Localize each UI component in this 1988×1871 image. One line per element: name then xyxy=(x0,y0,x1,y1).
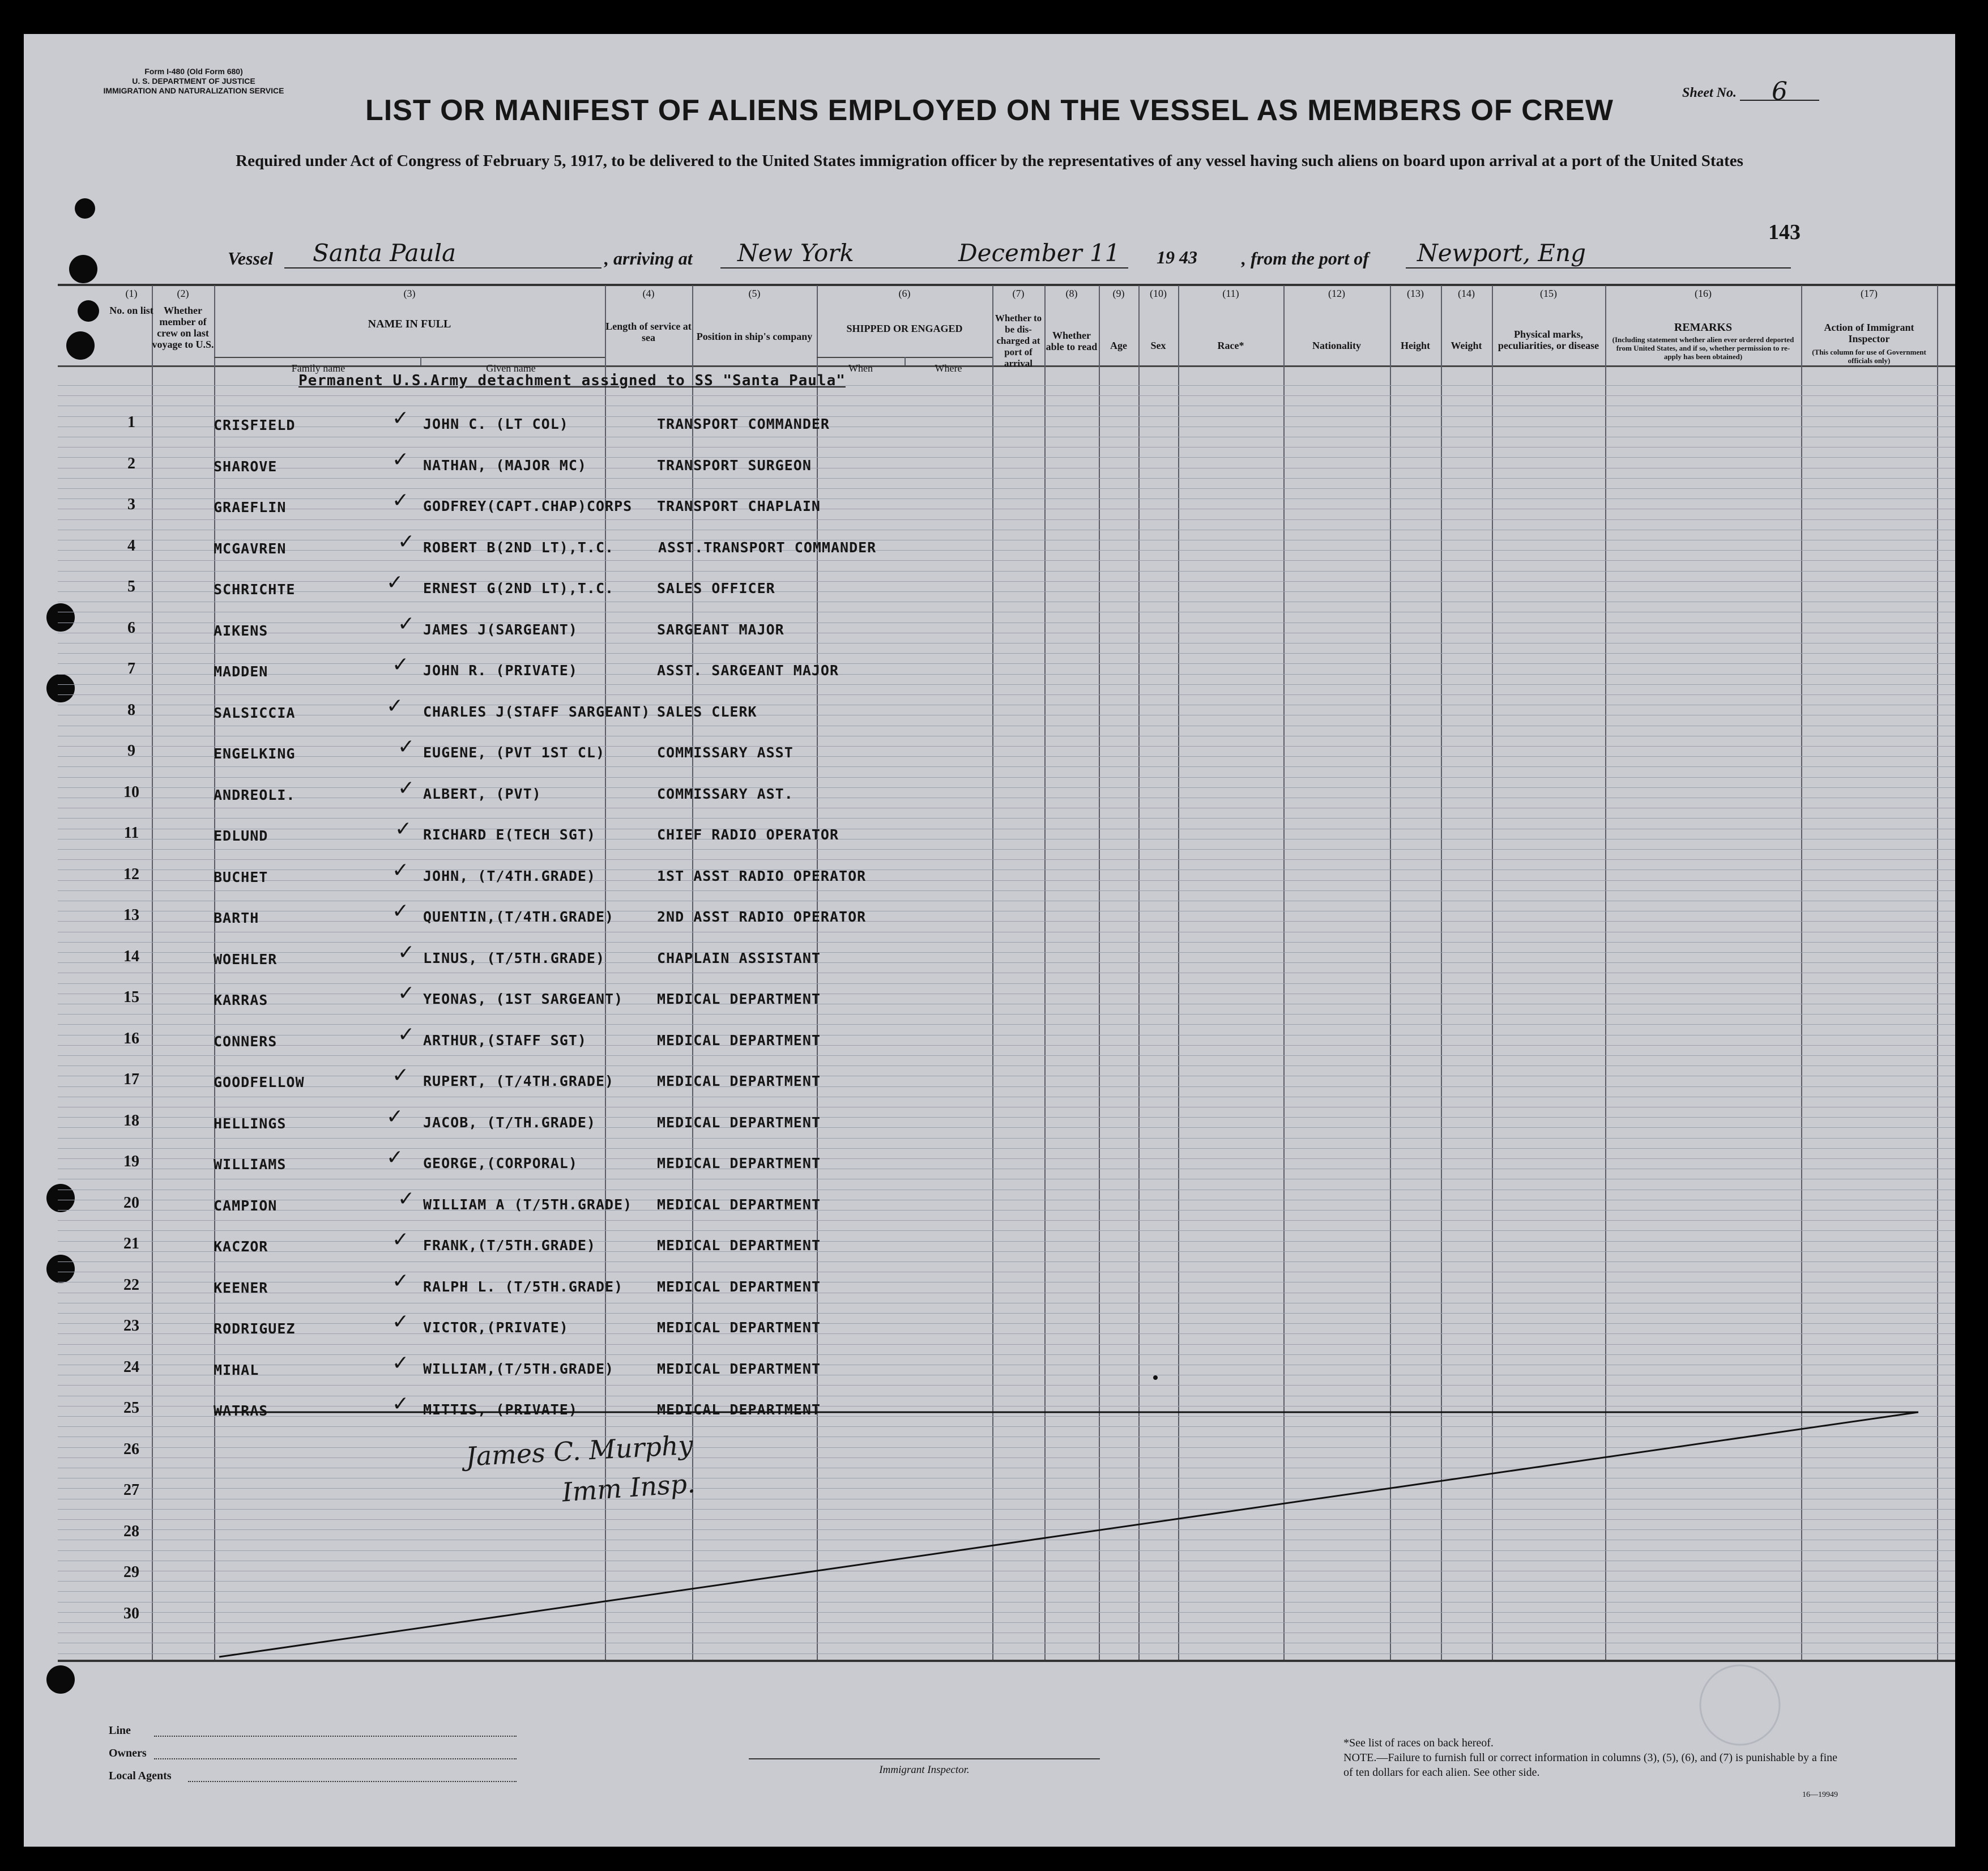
check-mark-icon: ✓ xyxy=(398,735,415,758)
given-name: JOHN, (T/4TH.GRADE) xyxy=(423,867,596,884)
col-shipped-engaged: SHIPPED OR ENGAGED xyxy=(846,323,963,334)
family-name: EDLUND xyxy=(214,828,268,844)
signature-name: James C. Murphy xyxy=(464,1429,694,1472)
footer-line-field xyxy=(154,1736,517,1737)
row-number: 27 xyxy=(123,1481,139,1499)
subcol-where: Where xyxy=(935,363,962,374)
check-mark-icon: ✓ xyxy=(392,653,409,676)
colnum-4: (4) xyxy=(642,288,655,299)
row-number: 25 xyxy=(123,1399,139,1417)
col-remarks: REMARKS xyxy=(1674,321,1733,334)
row-number: 24 xyxy=(123,1358,139,1376)
ship-position: MEDICAL DEPARTMENT xyxy=(657,1196,821,1213)
ship-position: TRANSPORT CHAPLAIN xyxy=(657,498,821,514)
col-age: Age xyxy=(1110,340,1127,351)
ship-position: MEDICAL DEPARTMENT xyxy=(657,1155,821,1171)
family-name: CRISFIELD xyxy=(214,417,296,433)
row-number: 11 xyxy=(123,824,139,842)
inspector-label: Immigrant Inspector. xyxy=(879,1764,970,1776)
check-mark-icon: ✓ xyxy=(398,982,415,1005)
family-name: SCHRICHTE xyxy=(214,581,296,598)
ship-position: CHAPLAIN ASSISTANT xyxy=(657,949,821,966)
row-number: 3 xyxy=(127,496,135,513)
family-name: GOODFELLOW xyxy=(214,1074,305,1090)
given-name: ROBERT B(2ND LT),T.C. xyxy=(423,539,615,556)
subcol-family-name: Family name xyxy=(291,363,345,374)
family-name: SALSICCIA xyxy=(214,704,296,721)
check-mark-icon: ✓ xyxy=(386,694,404,718)
check-mark-icon: ✓ xyxy=(392,489,409,512)
given-name: YEONAS, (1ST SARGEANT) xyxy=(423,991,624,1007)
ship-position: MEDICAL DEPARTMENT xyxy=(657,1360,821,1377)
footer-owners-label: Owners xyxy=(109,1747,147,1759)
footer-race-note: *See list of races on back hereof. xyxy=(1343,1737,1494,1749)
colnum-9: (9) xyxy=(1112,288,1125,299)
col-sex: Sex xyxy=(1150,340,1166,351)
row-number: 22 xyxy=(123,1276,139,1294)
check-mark-icon: ✓ xyxy=(398,530,415,553)
col-height: Height xyxy=(1401,340,1430,351)
row-number: 14 xyxy=(123,947,139,965)
row-number: 13 xyxy=(123,906,139,924)
family-name: ENGELKING xyxy=(214,745,296,762)
given-name: WILLIAM A (T/5TH.GRADE) xyxy=(423,1196,633,1213)
check-mark-icon: ✓ xyxy=(395,817,412,841)
family-name: BARTH xyxy=(214,910,259,926)
arrival-date: December 11 xyxy=(958,239,1120,267)
family-name: KACZOR xyxy=(214,1238,268,1255)
page-title: LIST OR MANIFEST OF ALIENS EMPLOYED ON THE VESSEL AS MEMBERS OF CREW xyxy=(365,94,1614,127)
colnum-2: (2) xyxy=(177,288,189,299)
footer-agents-label: Local Agents xyxy=(109,1770,172,1782)
colnum-15: (15) xyxy=(1540,288,1557,299)
row-number: 21 xyxy=(123,1235,139,1252)
col-inspector-action: Action of Immigrant Inspector xyxy=(1824,322,1914,344)
family-name: CONNERS xyxy=(214,1033,278,1050)
colnum-14: (14) xyxy=(1458,288,1475,299)
given-name: GEORGE,(CORPORAL) xyxy=(423,1155,578,1171)
sheet-label: Sheet No. xyxy=(1682,86,1737,100)
check-mark-icon: ✓ xyxy=(392,1269,409,1293)
given-name: RALPH L. (T/5TH.GRADE) xyxy=(423,1278,624,1295)
arrival-year: 19 43 xyxy=(1157,247,1197,267)
vessel-label: Vessel xyxy=(228,248,273,268)
colnum-17: (17) xyxy=(1861,288,1878,299)
family-name: KEENER xyxy=(214,1279,268,1296)
given-name: RUPERT, (T/4TH.GRADE) xyxy=(423,1073,615,1089)
ship-position: SALES CLERK xyxy=(657,703,757,720)
ship-position: 1ST ASST RADIO OPERATOR xyxy=(657,867,867,884)
family-name: RODRIGUEZ xyxy=(214,1320,296,1337)
vessel-name: Santa Paula xyxy=(313,239,457,267)
row-number: 20 xyxy=(123,1194,139,1212)
footer-form-code: 16—19949 xyxy=(1802,1791,1838,1799)
family-name: BUCHET xyxy=(214,868,268,885)
given-name: QUENTIN,(T/4TH.GRADE) xyxy=(423,909,615,925)
void-strike-lines xyxy=(24,34,1955,1847)
given-name: JAMES J(SARGEANT) xyxy=(423,621,578,638)
row-number: 28 xyxy=(123,1522,139,1540)
col-physical-marks: Physical marks, peculiarities, or disease xyxy=(1498,329,1599,351)
ship-position: 2ND ASST RADIO OPERATOR xyxy=(657,909,867,925)
check-mark-icon: ✓ xyxy=(392,1351,409,1375)
check-mark-icon: ✓ xyxy=(386,1146,404,1169)
ship-position: SARGEANT MAJOR xyxy=(657,621,784,638)
check-mark-icon: ✓ xyxy=(392,1310,409,1333)
family-name: WILLIAMS xyxy=(214,1156,287,1173)
col-last-voyage: Whether member of crew on last voyage to U.S. xyxy=(152,305,214,350)
service-name: IMMIGRATION AND NATURALIZATION SERVICE xyxy=(103,86,284,95)
family-name: MADDEN xyxy=(214,663,268,680)
row-number: 19 xyxy=(123,1153,139,1170)
ship-position: MEDICAL DEPARTMENT xyxy=(657,1032,821,1049)
form-number: Form I-480 (Old Form 680) xyxy=(144,67,243,76)
row-number: 18 xyxy=(123,1111,139,1130)
inspector-signature-line xyxy=(749,1758,1100,1759)
action-note: (This column for use of Government officials only) xyxy=(1812,348,1926,365)
ship-position: MEDICAL DEPARTMENT xyxy=(657,1401,821,1418)
col-name-in-full: NAME IN FULL xyxy=(368,318,451,330)
check-mark-icon: ✓ xyxy=(398,776,415,800)
footer-penalty-note: NOTE.—Failure to furnish full or correct information in columns (3), (5), (6), and (7) is punishable by a fine of ten dollars for each alien. See other side. xyxy=(1343,1751,1838,1779)
check-mark-icon: ✓ xyxy=(392,1228,409,1251)
ship-position: MEDICAL DEPARTMENT xyxy=(657,1073,821,1089)
ship-position: MEDICAL DEPARTMENT xyxy=(657,1278,821,1295)
family-name: GRAEFLIN xyxy=(214,499,287,515)
ship-position: MEDICAL DEPARTMENT xyxy=(657,1237,821,1254)
row-number: 4 xyxy=(127,536,135,555)
col-able-to-read: Whether able to read xyxy=(1046,330,1098,352)
col-race: Race* xyxy=(1217,340,1244,351)
given-name: NATHAN, (MAJOR MC) xyxy=(423,457,587,474)
col-length-of-service: Length of service at sea xyxy=(605,321,692,343)
manifest-page xyxy=(24,34,1955,1847)
family-name: SHAROVE xyxy=(214,458,278,475)
given-name: EUGENE, (PVT 1ST CL) xyxy=(423,744,605,761)
col-weight: Weight xyxy=(1451,340,1482,351)
row-number: 2 xyxy=(127,454,135,472)
arrival-port: New York xyxy=(737,239,854,267)
check-mark-icon: ✓ xyxy=(392,900,409,923)
given-name: ERNEST G(2ND LT),T.C. xyxy=(423,580,615,596)
ship-position: ASST. SARGEANT MAJOR xyxy=(657,662,839,679)
family-name: ANDREOLI. xyxy=(214,786,296,803)
colnum-3: (3) xyxy=(403,288,416,299)
row-number: 5 xyxy=(127,578,135,595)
given-name: VICTOR,(PRIVATE) xyxy=(423,1319,569,1336)
given-name: ALBERT, (PVT) xyxy=(423,785,541,802)
colnum-5: (5) xyxy=(748,288,761,299)
page-subtitle: Required under Act of Congress of February 5, 1917, to be delivered to the United States immigration officer by the representatives of any vessel having such aliens on board upon arrival at a port of the United States xyxy=(236,152,1743,170)
ship-position: MEDICAL DEPARTMENT xyxy=(657,991,821,1007)
given-name: CHARLES J(STAFF SARGEANT) xyxy=(423,703,651,720)
colnum-7: (7) xyxy=(1012,288,1025,299)
ship-position: MEDICAL DEPARTMENT xyxy=(657,1319,821,1336)
row-number: 6 xyxy=(127,619,135,637)
ship-position: CHIEF RADIO OPERATOR xyxy=(657,826,839,843)
row-number: 23 xyxy=(123,1317,139,1335)
check-mark-icon: ✓ xyxy=(398,1187,415,1211)
given-name: MITTIS, (PRIVATE) xyxy=(423,1401,578,1418)
ship-position: COMMISSARY AST. xyxy=(657,785,794,802)
given-name: JOHN C. (LT COL) xyxy=(423,416,569,432)
section-title: Permanent U.S.Army detachment assigned to SS "Santa Paula" xyxy=(298,372,846,389)
ink-dot xyxy=(1153,1375,1158,1380)
row-number: 1 xyxy=(127,414,135,431)
sheet-value: 6 xyxy=(1740,77,1819,101)
ship-position: ASST.TRANSPORT COMMANDER xyxy=(658,539,877,556)
from-port-label: , from the port of xyxy=(1242,248,1369,268)
ship-position: COMMISSARY ASST xyxy=(657,744,794,761)
check-mark-icon: ✓ xyxy=(386,1105,404,1128)
given-name: LINUS, (T/5TH.GRADE) xyxy=(423,949,605,966)
family-name: MIHAL xyxy=(214,1361,259,1378)
given-name: RICHARD E(TECH SGT) xyxy=(423,826,596,843)
family-name: KARRAS xyxy=(214,992,268,1008)
colnum-1: (1) xyxy=(125,288,138,299)
check-mark-icon: ✓ xyxy=(392,1064,409,1087)
subcol-when: When xyxy=(848,363,873,374)
family-name: CAMPION xyxy=(214,1197,278,1214)
ship-position: SALES OFFICER xyxy=(657,580,775,596)
col-position: Position in ship's company xyxy=(696,331,813,342)
given-name: FRANK,(T/5TH.GRADE) xyxy=(423,1237,596,1254)
check-mark-icon: ✓ xyxy=(392,1392,409,1416)
colnum-11: (11) xyxy=(1222,288,1239,299)
check-mark-icon: ✓ xyxy=(392,407,409,430)
family-name: MCGAVREN xyxy=(214,540,287,557)
colnum-10: (10) xyxy=(1150,288,1167,299)
arriving-label: , arriving at xyxy=(604,248,693,268)
given-name: WILLIAM,(T/5TH.GRADE) xyxy=(423,1360,615,1377)
row-number: 10 xyxy=(123,783,139,801)
family-name: AIKENS xyxy=(214,622,268,639)
ship-position: TRANSPORT COMMANDER xyxy=(657,416,830,432)
row-number: 29 xyxy=(123,1563,139,1581)
departure-port: Newport, Eng xyxy=(1417,239,1586,267)
row-number: 30 xyxy=(123,1604,139,1622)
colnum-12: (12) xyxy=(1328,288,1345,299)
row-number: 17 xyxy=(123,1071,139,1088)
check-mark-icon: ✓ xyxy=(398,940,415,964)
col-no-on-list: No. on list xyxy=(109,305,153,316)
family-name: HELLINGS xyxy=(214,1115,287,1132)
check-mark-icon: ✓ xyxy=(398,612,415,636)
colnum-6: (6) xyxy=(898,288,911,299)
family-name: WATRAS xyxy=(214,1403,268,1419)
check-mark-icon: ✓ xyxy=(386,571,404,594)
subcol-given-name: Given name xyxy=(486,363,536,374)
row-number: 8 xyxy=(127,701,135,719)
inspector-signature xyxy=(464,1429,783,1535)
check-mark-icon: ✓ xyxy=(392,447,409,471)
footer xyxy=(24,1662,1955,1847)
given-name: JACOB, (T/TH.GRADE) xyxy=(423,1114,596,1131)
department-name: U. S. DEPARTMENT OF JUSTICE xyxy=(132,76,255,86)
stamp-number: 143 xyxy=(1768,220,1801,244)
colnum-13: (13) xyxy=(1407,288,1424,299)
row-number: 7 xyxy=(127,660,135,677)
row-number: 9 xyxy=(127,742,135,760)
colnum-8: (8) xyxy=(1065,288,1078,299)
footer-agents-field xyxy=(188,1781,517,1782)
given-name: JOHN R. (PRIVATE) xyxy=(423,662,578,679)
colnum-16: (16) xyxy=(1695,288,1712,299)
family-name: WOEHLER xyxy=(214,951,278,968)
check-mark-icon: ✓ xyxy=(392,858,409,882)
ship-position: TRANSPORT SURGEON xyxy=(657,457,812,474)
row-number: 12 xyxy=(123,865,139,883)
row-number: 16 xyxy=(123,1029,139,1047)
signature-title: Imm Insp. xyxy=(561,1468,697,1508)
remarks-note: (Including statement whether alien ever ordered deported from United States, and if so, whether permission to re-apply has been obtained) xyxy=(1612,335,1794,361)
ship-position: MEDICAL DEPARTMENT xyxy=(657,1114,821,1131)
given-name: ARTHUR,(STAFF SGT) xyxy=(423,1032,587,1049)
col-nationality: Nationality xyxy=(1312,340,1361,351)
row-number: 26 xyxy=(123,1440,139,1458)
footer-line-label: Line xyxy=(109,1724,131,1737)
col-discharged: Whether to be dis- charged at port of arrival xyxy=(995,313,1042,369)
given-name: GODFREY(CAPT.CHAP)CORPS xyxy=(423,498,633,514)
row-number: 15 xyxy=(123,988,139,1006)
check-mark-icon: ✓ xyxy=(398,1022,415,1046)
footer-owners-field xyxy=(154,1758,517,1759)
